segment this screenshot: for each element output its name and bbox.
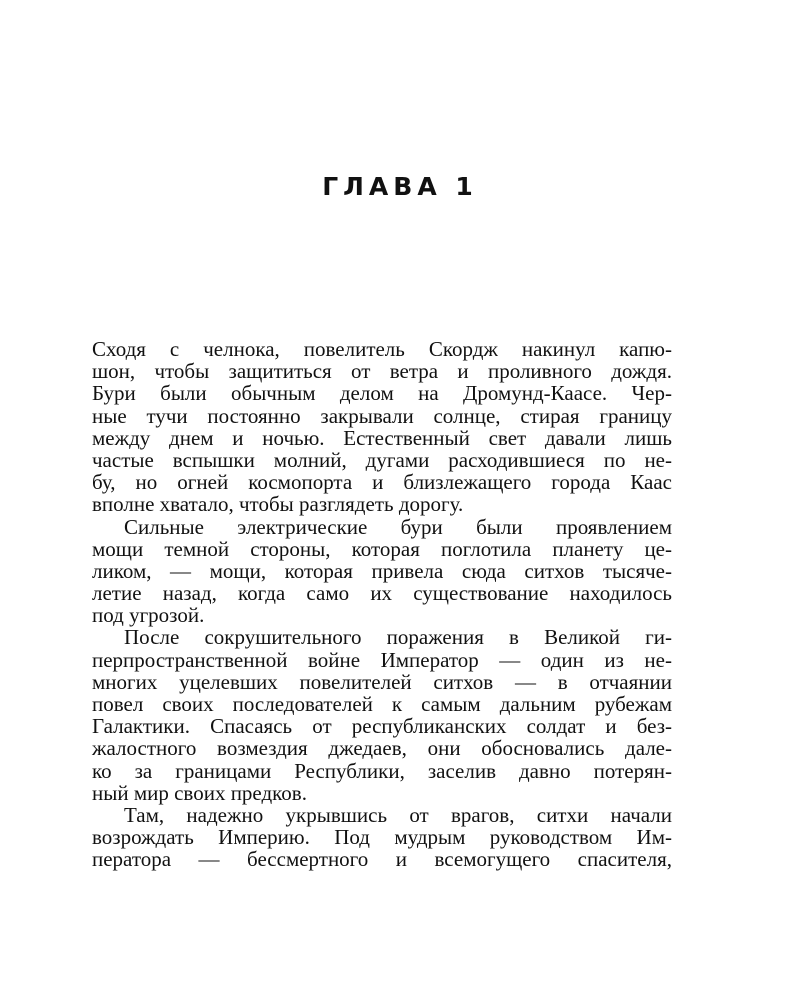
text-line: летие назад, когда само их существование находилось	[92, 581, 672, 606]
paragraph	[92, 516, 672, 627]
text-line: После сокрушительного поражения в Великой ги-	[124, 625, 672, 650]
text-line: ператора — бессмертного и всемогущего спасителя,	[92, 847, 672, 872]
paragraph	[92, 626, 672, 804]
text-line: мощи темной стороны, которая поглотила планету це-	[92, 536, 672, 561]
text-line: ные тучи постоянно закрывали солнце, стирая границу	[92, 403, 672, 428]
text-line: повел своих последователей к самым дальним рубежам	[92, 692, 672, 716]
text-line: перпространственной войне Император — один из не-	[92, 647, 672, 672]
text-line: Сильные электрические бури были проявлением	[124, 514, 672, 539]
paragraph	[92, 804, 672, 871]
text-line: бу, но огней космопорта и близлежащего города Каас	[92, 470, 672, 495]
text-line: ный мир своих предков.	[92, 780, 307, 805]
text-line: шон, чтобы защититься от ветра и проливного дождя.	[92, 359, 672, 384]
text-line: многих уцелевших повелителей ситхов — в отчаянии	[92, 669, 672, 694]
text-line: Галактики. Спасаясь от республиканских солдат и без-	[92, 714, 672, 739]
chapter-body	[92, 338, 672, 871]
chapter-title: ГЛАВА 1	[322, 172, 478, 201]
text-line: Бури были обычным делом на Дромунд-Каасе. Чер-	[92, 381, 672, 406]
text-line: под угрозой.	[92, 603, 205, 628]
text-line: вполне хватало, чтобы разглядеть дорогу.	[92, 492, 464, 517]
text-line: Сходя с челнока, повелитель Скордж накинул капю-	[92, 337, 672, 361]
text-line: ко за границами Республики, заселив давно потерян-	[92, 758, 672, 783]
text-line: жалостного возмездия джедаев, они обосновались дале-	[92, 736, 672, 761]
text-line: между днем и ночью. Естественный свет давали лишь	[92, 425, 672, 450]
paragraph	[92, 338, 672, 516]
text-line: ликом, — мощи, которая привела сюда ситхов тысяче-	[92, 558, 672, 583]
text-line: частые вспышки молний, дугами расходившиеся по не-	[92, 447, 672, 472]
text-line: возрождать Империю. Под мудрым руководством Им-	[92, 825, 672, 850]
text-line: Там, надежно укрывшись от врагов, ситхи начали	[124, 802, 672, 827]
